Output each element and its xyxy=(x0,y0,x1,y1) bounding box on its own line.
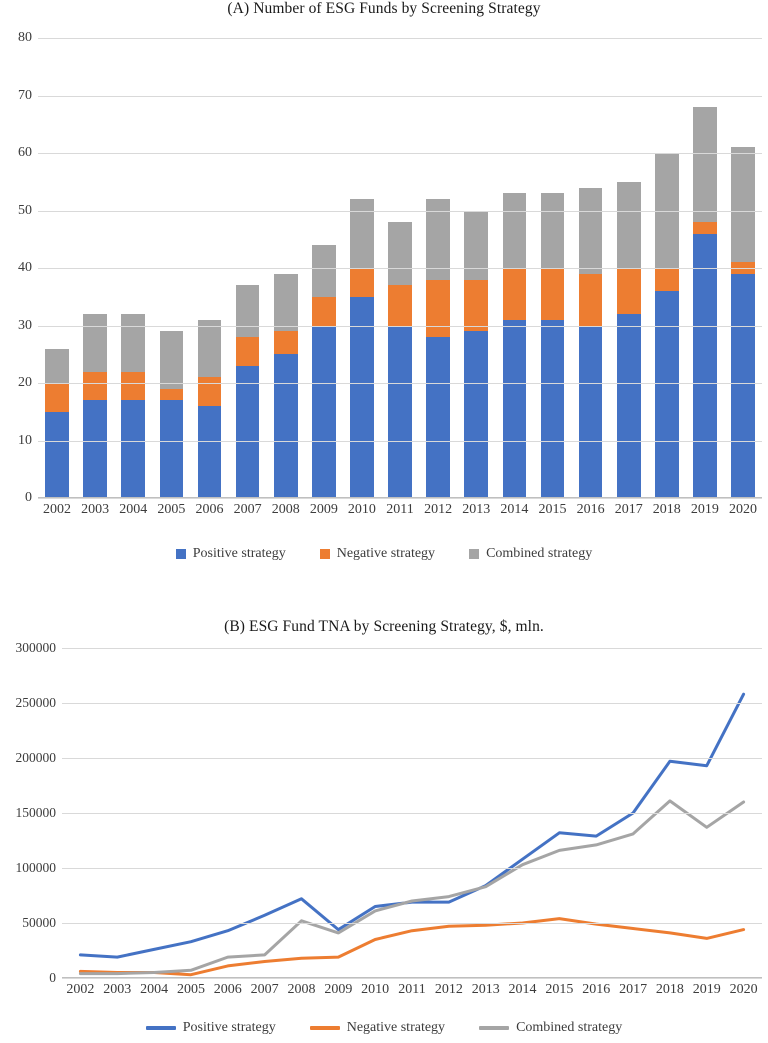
bar-stack xyxy=(388,222,412,498)
line-series-negative xyxy=(80,919,743,975)
x-tick-label: 2008 xyxy=(287,982,316,997)
gridline xyxy=(18,260,762,275)
axis-area-b xyxy=(15,640,762,985)
x-tick-label: 2004 xyxy=(140,982,169,997)
bar-segment-positive xyxy=(388,326,412,499)
legend-label: Positive strategy xyxy=(182,1020,276,1035)
bar-segment-negative xyxy=(45,383,69,412)
gridline xyxy=(18,202,762,218)
x-tick-label: 2006 xyxy=(213,982,242,997)
bar-segment-negative xyxy=(655,268,679,291)
x-tick-label: 2012 xyxy=(434,982,463,997)
bar-segment-negative xyxy=(388,285,412,325)
bar-segment-combined xyxy=(350,199,374,268)
gridline xyxy=(15,750,762,765)
line-series-combined xyxy=(80,801,743,974)
bar-segment-negative xyxy=(160,389,184,401)
gridline xyxy=(18,87,762,103)
x-tick-label: 2002 xyxy=(43,502,72,517)
gridline xyxy=(22,915,762,930)
bar-segment-negative xyxy=(464,280,488,332)
x-tick-label: 2006 xyxy=(195,502,224,517)
legend-item xyxy=(176,546,286,562)
bar-segment-combined xyxy=(503,193,527,268)
x-tick-labels-b xyxy=(62,982,762,998)
gridline xyxy=(49,970,762,985)
bar-segment-combined xyxy=(198,320,222,378)
plot-area-a xyxy=(0,28,768,517)
chart-title-b: (B) ESG Fund TNA by Screening Strategy, $, mln. xyxy=(224,618,544,635)
bar-segment-positive xyxy=(121,400,145,498)
x-tick-label: 2016 xyxy=(576,502,605,517)
x-tick-label: 2019 xyxy=(690,502,719,517)
legend-item xyxy=(479,1020,622,1036)
bar-segment-negative xyxy=(274,331,298,354)
bar-segment-positive xyxy=(426,337,450,498)
bar-segment-negative xyxy=(541,268,565,320)
bar-segment-positive xyxy=(579,326,603,499)
y-tick-label: 50 xyxy=(18,202,32,218)
y-tick-label: 50000 xyxy=(22,915,56,930)
x-tick-label: 2013 xyxy=(471,982,500,997)
y-tick-label: 70 xyxy=(18,87,32,103)
gridline xyxy=(18,432,762,448)
bar-segment-combined xyxy=(693,107,717,222)
bar-segment-negative xyxy=(121,372,145,401)
legend-a xyxy=(0,546,768,562)
gridline xyxy=(18,317,762,333)
bar-segment-negative xyxy=(198,377,222,406)
bar-stack xyxy=(541,193,565,498)
bar-segment-negative xyxy=(693,222,717,234)
bar-stack xyxy=(198,320,222,498)
legend-swatch xyxy=(176,549,186,559)
legend-swatch xyxy=(146,1026,176,1030)
x-tick-label: 2009 xyxy=(324,982,353,997)
bar-segment-combined xyxy=(236,285,260,337)
legend-item xyxy=(310,1020,445,1036)
bar-segment-combined xyxy=(617,182,641,268)
x-tick-label: 2002 xyxy=(66,982,95,997)
bar-segment-positive xyxy=(541,320,565,498)
x-tick-label: 2019 xyxy=(692,982,721,997)
bar-segment-negative xyxy=(503,268,527,320)
gridline xyxy=(25,490,762,505)
bar-segment-positive xyxy=(45,412,69,498)
x-tick-label: 2007 xyxy=(250,982,279,997)
bar-segment-positive xyxy=(198,406,222,498)
bar-segment-combined xyxy=(541,193,565,268)
y-tick-label: 60 xyxy=(18,145,32,160)
bar-segment-combined xyxy=(83,314,107,372)
x-tick-label: 2018 xyxy=(652,502,681,517)
gridline xyxy=(15,695,762,710)
bar-stack xyxy=(426,199,450,498)
bar-segment-positive xyxy=(83,400,107,498)
gridline xyxy=(18,375,762,390)
x-tick-labels-a xyxy=(38,502,762,518)
bar-segment-negative xyxy=(350,268,374,297)
chart-panel-b xyxy=(0,600,768,1043)
x-tick-label: 2018 xyxy=(655,982,684,997)
bar-segment-positive xyxy=(503,320,527,498)
y-tick-label: 0 xyxy=(25,490,32,505)
x-tick-label: 2007 xyxy=(233,502,262,517)
bar-stack xyxy=(464,211,488,499)
x-tick-label: 2015 xyxy=(545,982,574,997)
legend-swatch xyxy=(469,549,479,559)
bar-segment-positive xyxy=(464,331,488,498)
bar-stack xyxy=(274,274,298,498)
x-tick-label: 2010 xyxy=(361,982,390,997)
x-tick-label: 2017 xyxy=(614,502,643,517)
bar-stack xyxy=(617,182,641,498)
bar-stack xyxy=(731,147,755,498)
bar-segment-negative xyxy=(426,280,450,338)
bar-segment-combined xyxy=(579,188,603,274)
legend-label: Positive strategy xyxy=(192,546,286,561)
axis-area-a xyxy=(18,30,762,505)
y-tick-label: 300000 xyxy=(15,640,56,655)
x-tick-label: 2016 xyxy=(582,982,611,997)
x-tick-label: 2005 xyxy=(176,982,205,997)
bar-segment-positive xyxy=(731,274,755,498)
bar-segment-combined xyxy=(388,222,412,285)
x-tick-label: 2020 xyxy=(729,502,758,517)
bar-segment-positive xyxy=(274,354,298,498)
bar-segment-negative xyxy=(617,268,641,314)
bar-stack xyxy=(45,349,69,499)
x-tick-label: 2003 xyxy=(81,502,110,517)
x-tick-label: 2013 xyxy=(462,502,491,517)
x-tick-label: 2003 xyxy=(103,982,132,997)
x-tick-label: 2017 xyxy=(619,982,648,997)
bar-segment-negative xyxy=(312,297,336,326)
legend-label: Combined strategy xyxy=(486,546,593,561)
y-tick-label: 80 xyxy=(18,30,32,45)
gridline xyxy=(15,860,762,875)
legend-item xyxy=(320,546,435,562)
y-tick-label: 150000 xyxy=(15,805,56,820)
y-tick-label: 0 xyxy=(49,970,56,985)
bar-segment-positive xyxy=(693,234,717,499)
x-tick-label: 2015 xyxy=(538,502,567,517)
gridline xyxy=(15,640,762,655)
y-tick-label: 250000 xyxy=(15,695,56,710)
x-tick-label: 2009 xyxy=(309,502,338,517)
x-tick-label: 2011 xyxy=(398,982,426,997)
bar-segment-positive xyxy=(655,291,679,498)
legend-b xyxy=(0,1020,768,1036)
bar-segment-negative xyxy=(579,274,603,326)
bar-segment-positive xyxy=(236,366,260,498)
x-tick-label: 2020 xyxy=(729,982,758,997)
x-tick-label: 2010 xyxy=(347,502,376,517)
legend-label: Negative strategy xyxy=(346,1020,446,1035)
bar-segment-positive xyxy=(160,400,184,498)
x-tick-label: 2011 xyxy=(386,502,414,517)
x-tick-label: 2014 xyxy=(500,502,529,517)
bar-stack xyxy=(693,107,717,498)
x-tick-label: 2014 xyxy=(508,982,537,997)
bar-stack xyxy=(121,314,145,498)
legend-swatch xyxy=(320,549,330,559)
bar-stack xyxy=(503,193,527,498)
x-tick-label: 2012 xyxy=(424,502,453,517)
bar-segment-negative xyxy=(236,337,260,366)
bar-stack xyxy=(350,199,374,498)
legend-label: Combined strategy xyxy=(516,1020,623,1035)
bar-segment-combined xyxy=(731,147,755,262)
gridline xyxy=(18,30,762,45)
y-tick-label: 10 xyxy=(18,432,32,448)
y-tick-label: 100000 xyxy=(15,860,56,875)
bar-stack xyxy=(312,245,336,498)
legend-swatch xyxy=(310,1026,340,1030)
x-tick-label: 2004 xyxy=(119,502,148,517)
legend-item xyxy=(146,1020,276,1036)
bar-segment-negative xyxy=(83,372,107,401)
plot-area-b xyxy=(0,630,768,1010)
bar-segment-positive xyxy=(312,326,336,499)
legend-label: Negative strategy xyxy=(336,546,436,561)
bar-stack xyxy=(236,285,260,498)
x-tick-label: 2008 xyxy=(271,502,300,517)
x-tick-label: 2005 xyxy=(157,502,186,517)
bar-stack xyxy=(160,331,184,498)
y-tick-label: 40 xyxy=(18,260,32,275)
bar-segment-positive xyxy=(350,297,374,498)
legend-swatch xyxy=(479,1026,509,1030)
bar-stack xyxy=(83,314,107,498)
bar-segment-combined xyxy=(274,274,298,332)
bar-segment-combined xyxy=(160,331,184,389)
bar-segment-combined xyxy=(312,245,336,297)
gridline xyxy=(15,805,762,820)
bar-segment-combined xyxy=(121,314,145,372)
bar-segment-combined xyxy=(464,211,488,280)
bar-stack xyxy=(579,188,603,499)
y-tick-label: 20 xyxy=(18,375,32,390)
gridline xyxy=(18,145,762,160)
legend-item xyxy=(469,546,592,562)
y-tick-label: 30 xyxy=(18,317,32,333)
bar-segment-combined xyxy=(45,349,69,384)
chart-title-a: (A) Number of ESG Funds by Screening Strategy xyxy=(227,0,541,17)
bar-segment-positive xyxy=(617,314,641,498)
y-tick-label: 200000 xyxy=(15,750,56,765)
